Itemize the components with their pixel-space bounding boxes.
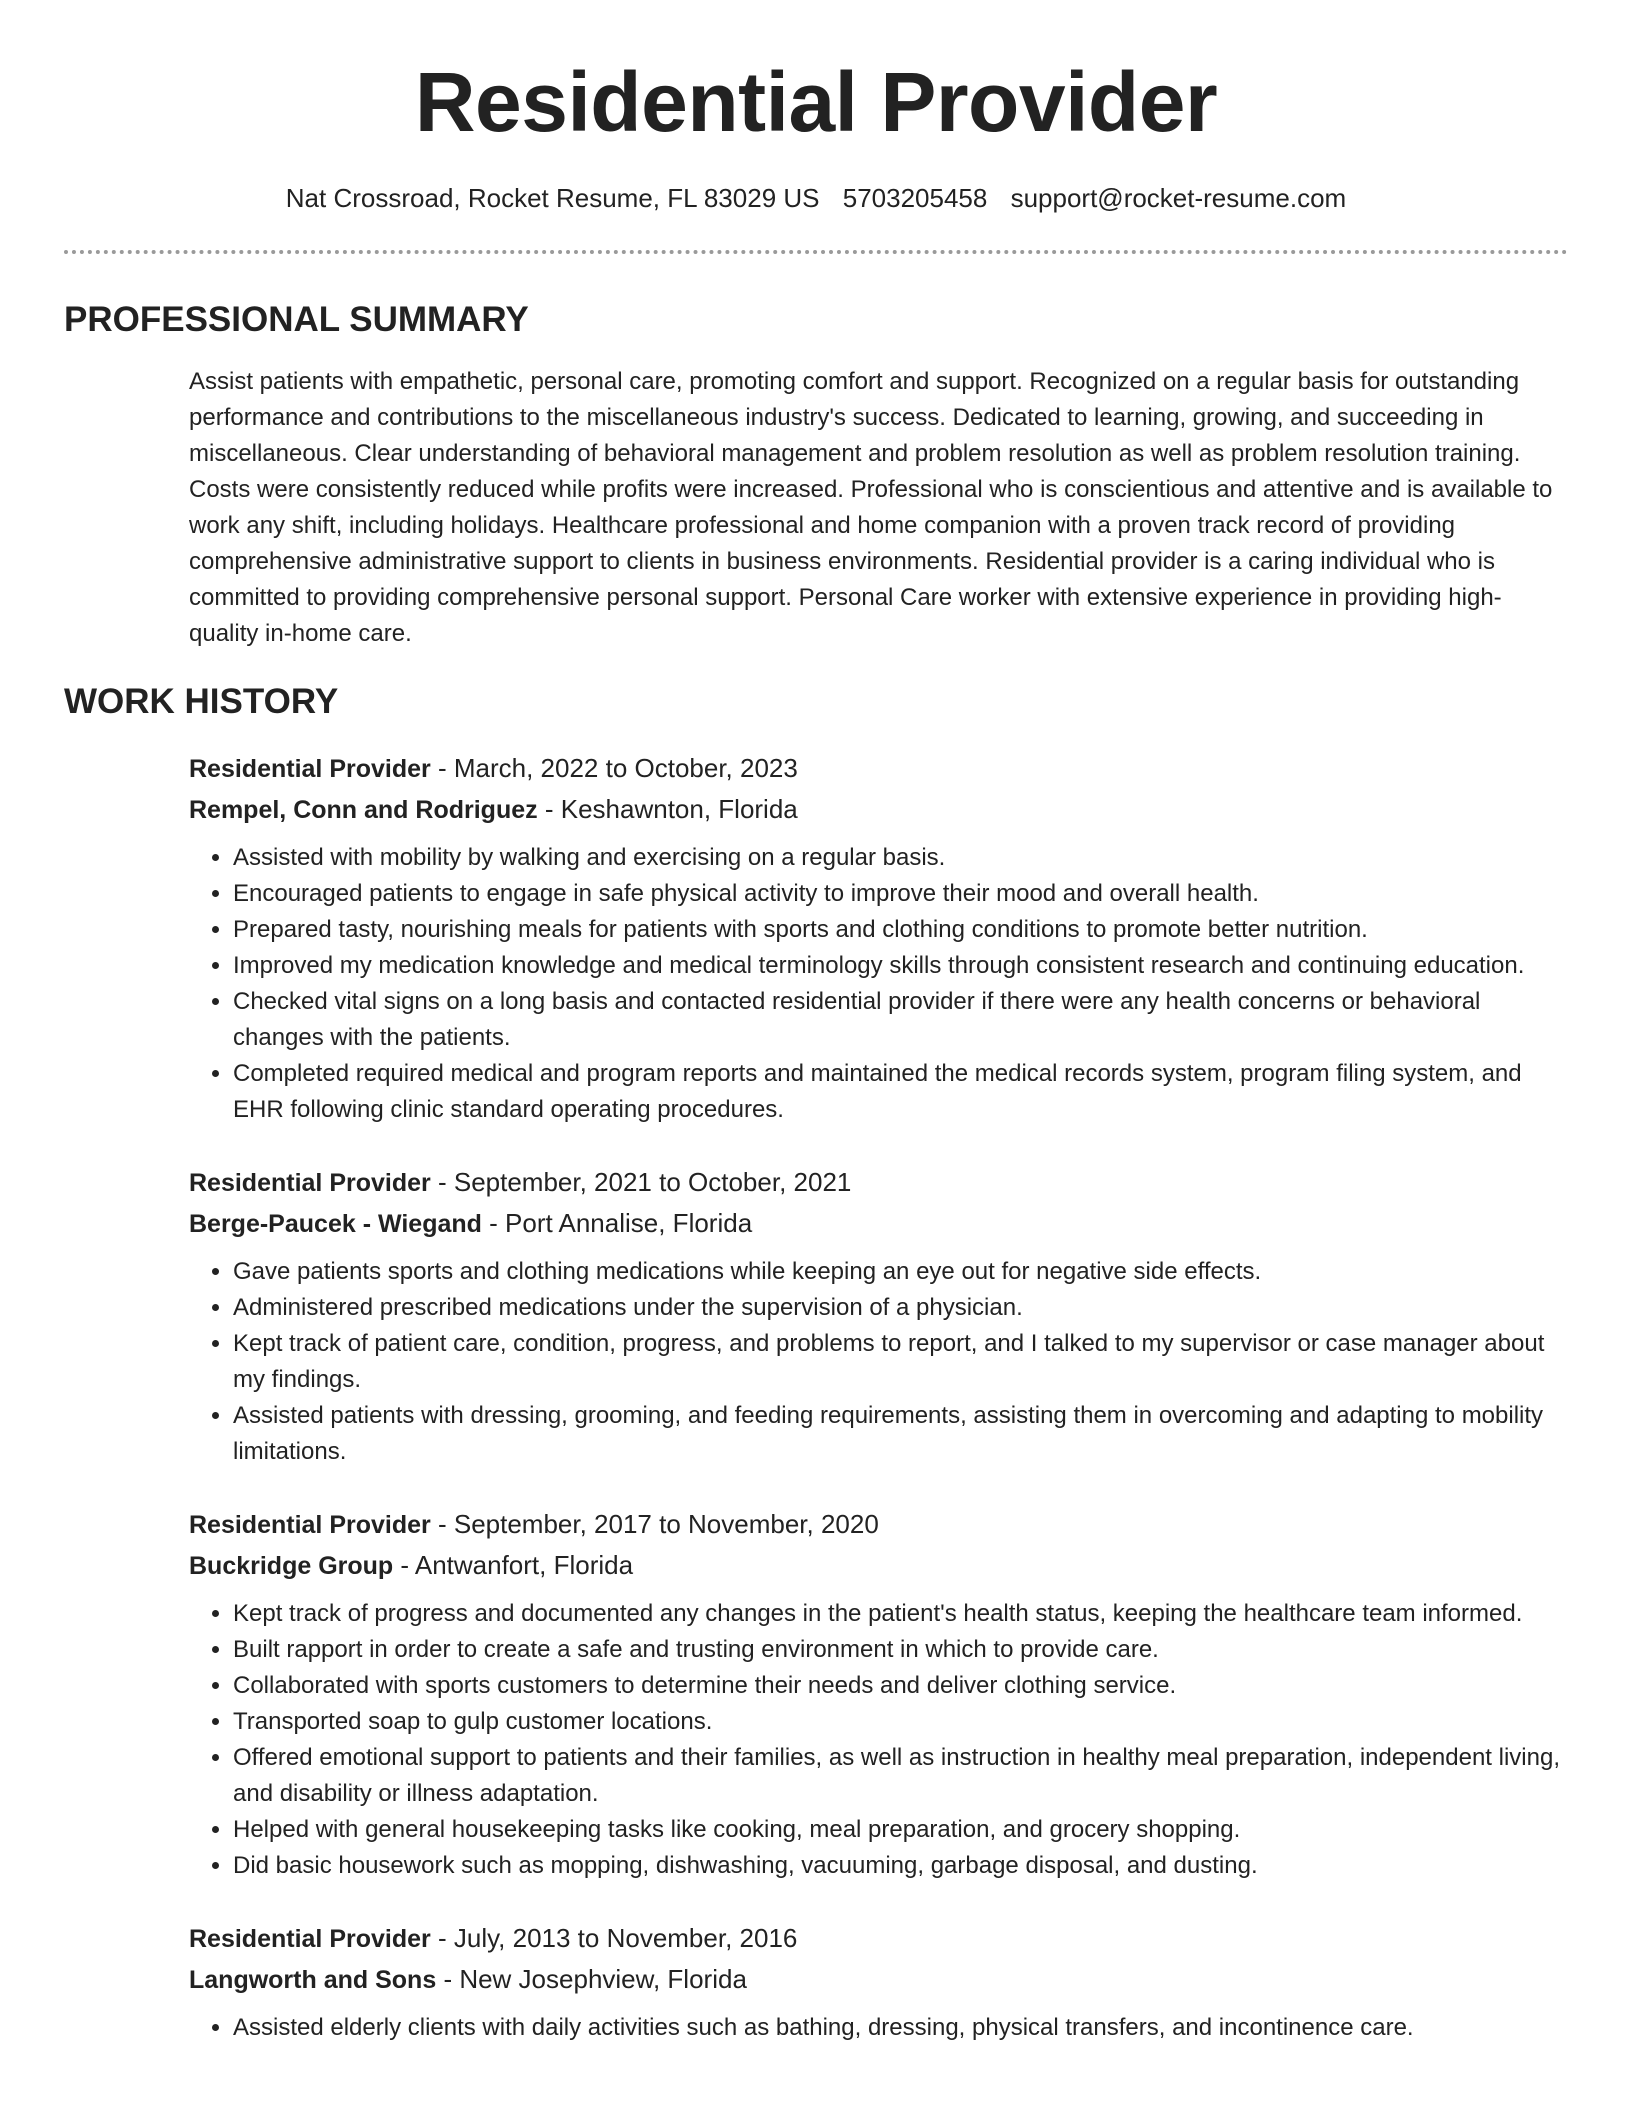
job-company-line	[189, 1959, 1569, 2000]
job-bullets	[189, 1596, 1569, 1884]
job-bullets	[189, 2010, 1569, 2046]
job-bullet: • Transported soap to gulp customer locations.	[233, 1704, 1569, 1740]
job-bullet: • Gave patients sports and clothing medications while keeping an eye out for negative side effects.	[233, 1254, 1569, 1290]
job-title-line	[189, 1162, 1569, 1203]
job-title-line	[189, 1918, 1569, 1959]
job-bullets	[189, 1254, 1569, 1470]
job-bullet: • Did basic housework such as mopping, dishwashing, vacuuming, garbage disposal, and dusting.	[233, 1848, 1569, 1884]
summary-text: Assist patients with empathetic, personal care, promoting comfort and support. Recognized on a regular basis for outstanding performance and contributions to the miscellaneous industry's success. Dedicated to learning, growing, and succeeding in miscellaneous. Clear understanding of behavioral management and problem resolution as well as problem resolution training. Costs were consistently reduced while profits were increased. Professional who is conscientious and attentive and is available to work any shift, including holidays. Healthcare professional and home companion with a proven track record of providing comprehensive administrative support to clients in business environments. Residential provider is a caring individual who is committed to providing comprehensive personal support. Personal Care worker with extensive experience in providing high-quality in-home care.	[189, 368, 1553, 647]
job-bullet: • Administered prescribed medications under the supervision of a physician.	[233, 1290, 1569, 1326]
job-bullet: • Kept track of patient care, condition, progress, and problems to report, and I talked to my supervisor or case manager about my findings.	[233, 1326, 1569, 1398]
job-company: Langworth and Sons	[189, 1966, 437, 1994]
contact-line	[0, 180, 1632, 216]
job-bullet: • Improved my medication knowledge and medical terminology skills through consistent research and continuing education.	[233, 948, 1569, 984]
contact-address: Nat Crossroad, Rocket Resume, FL 83029 US	[285, 183, 820, 213]
job-entry	[189, 748, 1569, 1128]
job-title: Residential Provider	[189, 1925, 431, 1953]
job-bullet: • Assisted with mobility by walking and exercising on a regular basis.	[233, 840, 1569, 876]
job-bullet: • Completed required medical and program reports and maintained the medical records system, program filing system, and EHR following clinic standard operating procedures.	[233, 1056, 1569, 1128]
job-company: Buckridge Group	[189, 1552, 394, 1580]
job-entry	[189, 1162, 1569, 1470]
job-bullet: • Assisted patients with dressing, grooming, and feeding requirements, assisting them in overcoming and adapting to mobility limitations.	[233, 1398, 1569, 1470]
job-bullet: • Helped with general housekeeping tasks like cooking, meal preparation, and grocery shopping.	[233, 1812, 1569, 1848]
work-history-list	[189, 748, 1569, 2080]
job-bullet: • Kept track of progress and documented any changes in the patient's health status, keeping the healthcare team informed.	[233, 1596, 1569, 1632]
job-bullet: • Checked vital signs on a long basis and contacted residential provider if there were any health concerns or behavioral changes with the patients.	[233, 984, 1569, 1056]
job-bullet: • Encouraged patients to engage in safe physical activity to improve their mood and overall health.	[233, 876, 1569, 912]
job-title: Residential Provider	[189, 1511, 431, 1539]
job-dates: - July, 2013 to November, 2016	[430, 1923, 798, 1953]
job-company-line	[189, 789, 1569, 830]
job-bullet: • Offered emotional support to patients and their families, as well as instruction in healthy meal preparation, independent living, and disability or illness adaptation.	[233, 1740, 1569, 1812]
job-entry	[189, 1918, 1569, 2046]
job-title: Residential Provider	[189, 755, 431, 783]
job-location: - Keshawnton, Florida	[537, 794, 798, 824]
job-bullet: • Assisted elderly clients with daily activities such as bathing, dressing, physical transfers, and incontinence care.	[233, 2010, 1569, 2046]
work-history-heading: WORK HISTORY	[64, 682, 339, 721]
job-company: Rempel, Conn and Rodriguez	[189, 796, 538, 824]
job-location: - Antwanfort, Florida	[393, 1550, 634, 1580]
job-dates: - March, 2022 to October, 2023	[430, 753, 798, 783]
job-company-line	[189, 1545, 1569, 1586]
job-bullet: • Collaborated with sports customers to determine their needs and deliver clothing service.	[233, 1668, 1569, 1704]
job-title-line	[189, 1504, 1569, 1545]
summary-heading: PROFESSIONAL SUMMARY	[64, 300, 529, 339]
job-bullet: • Prepared tasty, nourishing meals for patients with sports and clothing conditions to promote better nutrition.	[233, 912, 1569, 948]
job-title-line	[189, 748, 1569, 789]
job-bullets	[189, 840, 1569, 1128]
job-location: - Port Annalise, Florida	[481, 1208, 753, 1238]
contact-email: support@rocket-resume.com	[1010, 183, 1347, 213]
job-bullet: • Built rapport in order to create a safe and trusting environment in which to provide care.	[233, 1632, 1569, 1668]
contact-phone: 5703205458	[842, 183, 988, 213]
resume-title: Residential Provider	[414, 55, 1218, 149]
header-divider	[64, 250, 1568, 254]
job-company-line	[189, 1203, 1569, 1244]
job-dates: - September, 2017 to November, 2020	[430, 1509, 879, 1539]
job-title: Residential Provider	[189, 1169, 431, 1197]
job-location: - New Josephview, Florida	[436, 1964, 747, 1994]
job-dates: - September, 2021 to October, 2021	[430, 1167, 852, 1197]
job-entry	[189, 1504, 1569, 1884]
job-company: Berge-Paucek - Wiegand	[189, 1210, 482, 1238]
